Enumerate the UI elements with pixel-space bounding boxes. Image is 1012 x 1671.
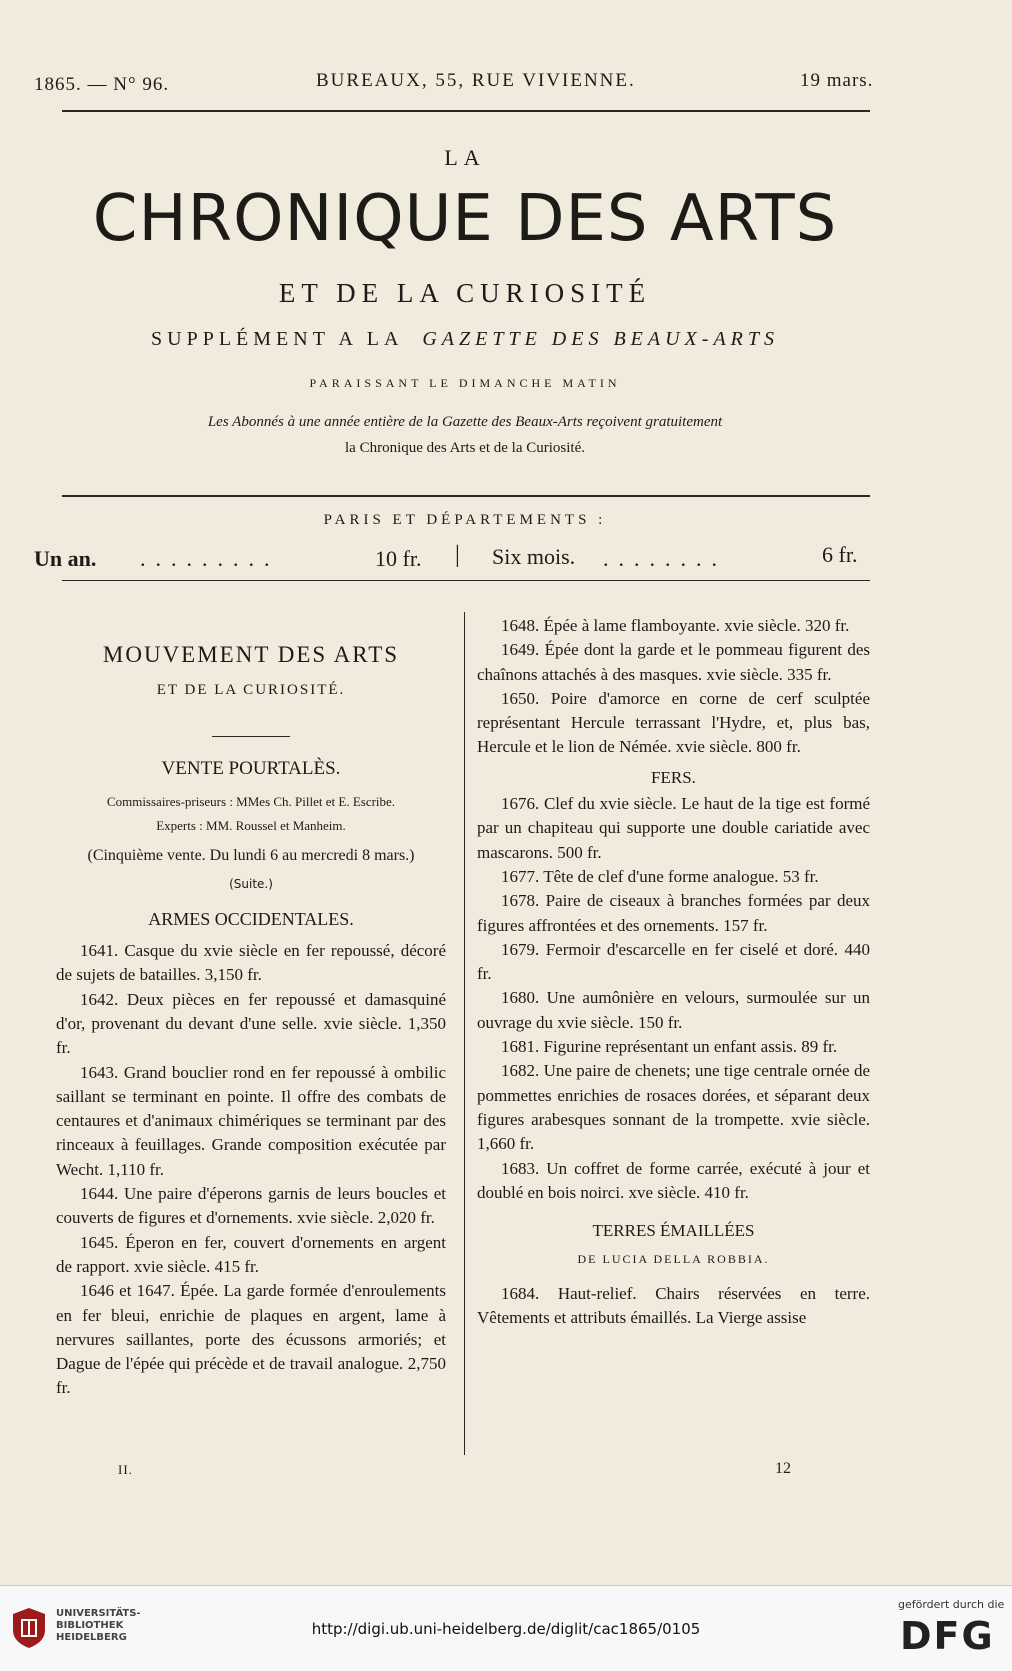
supplement-prefix: SUPPLÉMENT A LA bbox=[151, 328, 403, 350]
commissaires-line: Commissaires-priseurs : MMes Ch. Pillet et E. Escribe. bbox=[106, 793, 396, 809]
six-label: Six mois. bbox=[492, 544, 576, 569]
list-item: 1649. Épée dont la garde et le pommeau figurent des chaînons attachés à des masques. xvie siècle. 335 fr. bbox=[477, 640, 870, 684]
signature-mark: II. bbox=[118, 1462, 133, 1477]
list-item: 1648. Épée à lame flamboyante. xvie siècle. 320 fr. bbox=[501, 616, 850, 635]
page-number: 12 bbox=[775, 1460, 791, 1477]
source-url[interactable]: http://digi.ub.uni-heidelberg.de/diglit/cac1865/0105 bbox=[311, 1620, 701, 1638]
list-item: 1680. Une aumônière en velours, surmoulée sur un ouvrage du xvie siècle. 150 fr. bbox=[477, 988, 870, 1032]
terres-heading: TERRES ÉMAILLÉES bbox=[592, 1221, 755, 1241]
list-item: 1646 et 1647. Épée. La garde formée d'enroulements en fer bleui, enrichie de plaques en argent, lame à nervures saillantes, porte des écussons armoriés; et Dague de l'épée qui précède et de travail analogue. 2,750 fr. bbox=[56, 1281, 446, 1398]
issue-date: 19 mars. bbox=[800, 70, 874, 91]
list-item: 1684. Haut-relief. Chairs réservées en terre. Vêtements et attributs émaillés. La Vierge assise bbox=[477, 1283, 870, 1328]
list-item: 1644. Une paire d'éperons garnis de leurs boucles et couverts de figures et d'ornements. xvie siècle. 2,020 fr. bbox=[56, 1184, 446, 1228]
six-price: 6 fr. bbox=[822, 542, 858, 567]
header-rule bbox=[62, 110, 870, 112]
list-item: 1677. Tête de clef d'une forme analogue. 53 fr. bbox=[501, 866, 819, 886]
dfg-logo: DFG bbox=[900, 1614, 995, 1658]
list-item: 1650. Poire d'amorce en corne de cerf sculptée représentant Hercule terrassant l'Hydre, et, plus bas, Hercule et le lion de Némée. xvie siècle. 800 fr. bbox=[477, 688, 870, 757]
left-column bbox=[56, 640, 446, 1401]
masthead-la: LA bbox=[444, 145, 486, 170]
six-dots: ........ bbox=[603, 546, 727, 571]
list-item: 1682. Une paire de chenets; une tige centrale ornée de pommettes enrichies de rosaces dorées, et séparant deux figures arabesques sonnant de la trompette. xvie siècle. 1,660 fr. bbox=[477, 1061, 870, 1154]
supplement-gazette: GAZETTE DES BEAUX-ARTS bbox=[422, 328, 779, 350]
right-column bbox=[477, 614, 870, 1330]
vente-heading: VENTE POURTALÈS. bbox=[161, 758, 341, 780]
footer-bar bbox=[0, 1585, 1012, 1671]
fers-heading: FERS. bbox=[651, 767, 696, 787]
list-item: 1679. Fermoir d'escarcelle en fer ciselé et doré. 440 fr. bbox=[477, 939, 870, 984]
parution-line: PARAISSANT LE DIMANCHE MATIN bbox=[309, 376, 621, 390]
experts-line: Experts : MM. Roussel et Manheim. bbox=[156, 817, 346, 833]
library-name: UNIVERSITÄTS- BIBLIOTHEK HEIDELBERG bbox=[56, 1608, 141, 1643]
list-item: 1678. Paire de ciseaux à branches formées par deux figures affrontées et des ornements. 157 fr. bbox=[477, 891, 870, 935]
list-item: 1681. Figurine représentant un enfant assis. 89 fr. bbox=[501, 1037, 838, 1057]
column-divider bbox=[464, 612, 465, 1455]
cinquieme-line: (Cinquième vente. Du lundi 6 au mercredi 8 mars.) bbox=[87, 847, 415, 865]
year-dots: ......... bbox=[140, 546, 280, 571]
list-item: 1643. Grand bouclier rond en fer repoussé à ombilic saillant se terminant en pointe. Il offre des combats de centaures et d'animaux chimériques se terminant par des rinceaux à feuillages. Grande composition exécutée par Wecht. 1,110 fr. bbox=[56, 1062, 446, 1179]
list-item: 1641. Casque du xvie siècle en fer repoussé, décoré de sujets de batailles. 3,150 fr. bbox=[56, 941, 446, 985]
bureaux-address: BUREAUX, 55, RUE VIVIENNE. bbox=[316, 70, 636, 91]
armes-heading: ARMES OCCIDENTALES. bbox=[148, 908, 354, 929]
lucia-subheading: DE LUCIA DELLA ROBBIA. bbox=[577, 1252, 770, 1267]
section-title: MOUVEMENT DES ARTS bbox=[102, 642, 400, 667]
funded-label: gefördert durch die bbox=[898, 1598, 1005, 1611]
subscription-rule-bottom bbox=[62, 580, 870, 581]
supplement-line bbox=[0, 328, 930, 351]
year-price: 10 fr. bbox=[375, 546, 422, 571]
section-divider bbox=[212, 736, 290, 737]
issue-number: 1865. — N° 96. bbox=[34, 74, 170, 95]
notice-line-2: la Chronique des Arts et de la Curiosité. bbox=[345, 440, 585, 456]
notice-line-1: Les Abonnés à une année entière de la Gazette des Beaux-Arts reçoivent gratuitement bbox=[207, 414, 723, 430]
year-label: Un an. bbox=[34, 546, 97, 571]
list-item: 1683. Un coffret de forme carrée, exécuté à jour et doublé en bois noirci. xve siècle. 410 fr. bbox=[477, 1158, 870, 1202]
suite-line: (Suite.) bbox=[229, 877, 273, 892]
subscription-heading: PARIS ET DÉPARTEMENTS : bbox=[323, 512, 607, 528]
list-item: 1645. Éperon en fer, couvert d'ornements en argent de rapport. xvie siècle. 415 fr. bbox=[56, 1232, 446, 1276]
subscription-rule-top bbox=[62, 495, 870, 497]
section-subtitle: ET DE LA CURIOSITÉ. bbox=[156, 682, 346, 698]
list-item: 1676. Clef du xvie siècle. Le haut de la tige est formé par un chapiteau qui supporte une double cariatide avec mascarons. 500 fr. bbox=[477, 794, 870, 862]
masthead-subtitle: ET DE LA CURIOSITÉ bbox=[278, 278, 652, 308]
list-item: 1642. Deux pièces en fer repoussé et damasquiné d'or, provenant du devant d'une selle. xvie siècle. 1,350 fr. bbox=[56, 989, 446, 1058]
masthead-title: CHRONIQUE DES ARTS bbox=[92, 182, 838, 256]
price-separator: | bbox=[455, 542, 460, 568]
